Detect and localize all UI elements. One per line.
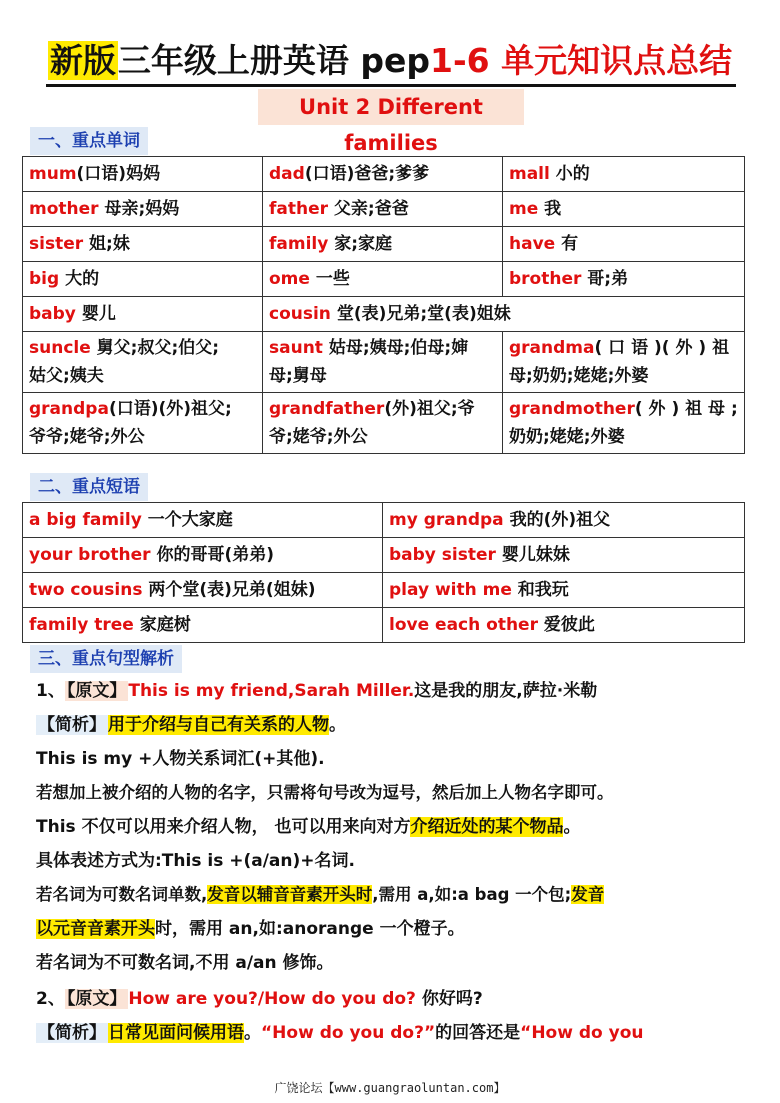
phrase-cell: play with me 和我玩 xyxy=(383,573,745,608)
vocab-cell: dad(口语)爸爸;爹爹 xyxy=(263,157,503,192)
table-row xyxy=(23,297,745,332)
table-row xyxy=(23,262,745,297)
table-row xyxy=(23,503,745,538)
phrase-cell: two cousins 两个堂(表)兄弟(姐妹) xyxy=(23,573,383,608)
vocab-cell: sister 姐;妹 xyxy=(23,227,263,262)
vocab-cell: grandma( 口 语 )( 外 ) 祖 母;奶奶;姥姥;外婆 xyxy=(503,332,745,393)
vocab-cell: have 有 xyxy=(503,227,745,262)
phrase-cell: your brother 你的哥哥(弟弟) xyxy=(23,538,383,573)
analysis-line-10: 2、 【原文】 How are you?/How do you do? 你好吗? xyxy=(36,989,483,1009)
vocab-cell: big 大的 xyxy=(23,262,263,297)
analysis-line-5: This 不仅可以用来介绍人物， 也可以用来向对方介绍近处的某个物品。 xyxy=(36,817,581,837)
analysis-line-3: This is my +人物关系词汇(+其他). xyxy=(36,749,325,769)
phrase-cell: my grandpa 我的(外)祖父 xyxy=(383,503,745,538)
title-red: 1-6 单元知识点总结 xyxy=(430,41,733,80)
page-footer: 广饶论坛【www.guangraoluntan.com】 xyxy=(274,1081,506,1095)
vocab-cell: ome 一些 xyxy=(263,262,503,297)
analysis-line-4: 若想加上被介绍的人物的名字，只需将句号改为逗号，然后加上人物名字即可。 xyxy=(36,783,614,802)
analysis-line-2: 【简析】 用于介绍与自己有关系的人物。 xyxy=(38,715,346,735)
phrase-cell: baby sister 婴儿妹妹 xyxy=(383,538,745,573)
vocab-cell: mum(口语)妈妈 xyxy=(23,157,263,192)
table-row xyxy=(23,332,745,393)
page-title xyxy=(0,38,780,84)
vocab-cell: baby 婴儿 xyxy=(23,297,263,332)
phrase-cell: a big family 一个大家庭 xyxy=(23,503,383,538)
vocab-cell: saunt 姑母;姨母;伯母;婶 母;舅母 xyxy=(263,332,503,393)
table-row xyxy=(23,393,745,454)
analysis-line-11: 【简析】 日常见面问候用语。“How do you do?”的回答还是“How do you xyxy=(38,1023,644,1043)
table-row xyxy=(23,538,745,573)
vocab-cell: mall 小的 xyxy=(503,157,745,192)
vocab-cell: father 父亲;爸爸 xyxy=(263,192,503,227)
vocab-cell: suncle 舅父;叔父;伯父; 姑父;姨夫 xyxy=(23,332,263,393)
vocab-cell: brother 哥;弟 xyxy=(503,262,745,297)
table-row xyxy=(23,573,745,608)
title-highlight: 新版 xyxy=(49,41,116,80)
title-middle: 三年级上册英语 pep xyxy=(117,41,430,80)
vocab-cell: grandpa(口语)(外)祖父; 爷爷;姥爷;外公 xyxy=(23,393,263,454)
vocab-cell: grandfather(外)祖父;爷 爷;姥爷;外公 xyxy=(263,393,503,454)
section-sentences-heading: 三、重点句型解析 xyxy=(30,645,182,673)
vocab-table xyxy=(22,156,745,454)
table-row xyxy=(23,157,745,192)
table-row xyxy=(23,608,745,643)
phrase-table xyxy=(22,502,745,643)
phrase-cell: love each other 爱彼此 xyxy=(383,608,745,643)
vocab-cell: grandmother( 外 ) 祖 母 ; 奶奶;姥姥;外婆 xyxy=(503,393,745,454)
analysis-line-8: 以元音音素开头时，需用 an,如:anorange 一个橙子。 xyxy=(36,919,465,939)
table-row xyxy=(23,192,745,227)
analysis-line-6: 具体表述方式为:This is +(a/an)+名词. xyxy=(36,851,355,871)
vocab-cell: cousin 堂(表)兄弟;堂(表)姐妹 xyxy=(263,297,745,332)
analysis-line-1: 1、 【原文】 This is my friend,Sarah Miller.这是我的朋友,萨拉·米勒 xyxy=(36,681,598,701)
table-row xyxy=(23,227,745,262)
vocab-cell: mother 母亲;妈妈 xyxy=(23,192,263,227)
title-underline xyxy=(46,84,736,87)
vocab-cell: family 家;家庭 xyxy=(263,227,503,262)
section-words-heading: 一、重点单词 xyxy=(30,127,148,155)
section-phrases-heading: 二、重点短语 xyxy=(30,473,148,501)
analysis-line-7: 若名词为可数名词单数,发音以辅音音素开头时,需用 a,如:a bag 一个包;发音 xyxy=(36,885,605,904)
phrase-cell: family tree 家庭树 xyxy=(23,608,383,643)
unit-subtitle: Unit 2 Different families xyxy=(258,89,524,125)
vocab-cell: me 我 xyxy=(503,192,745,227)
analysis-line-9: 若名词为不可数名词,不用 a/an 修饰。 xyxy=(36,953,334,973)
